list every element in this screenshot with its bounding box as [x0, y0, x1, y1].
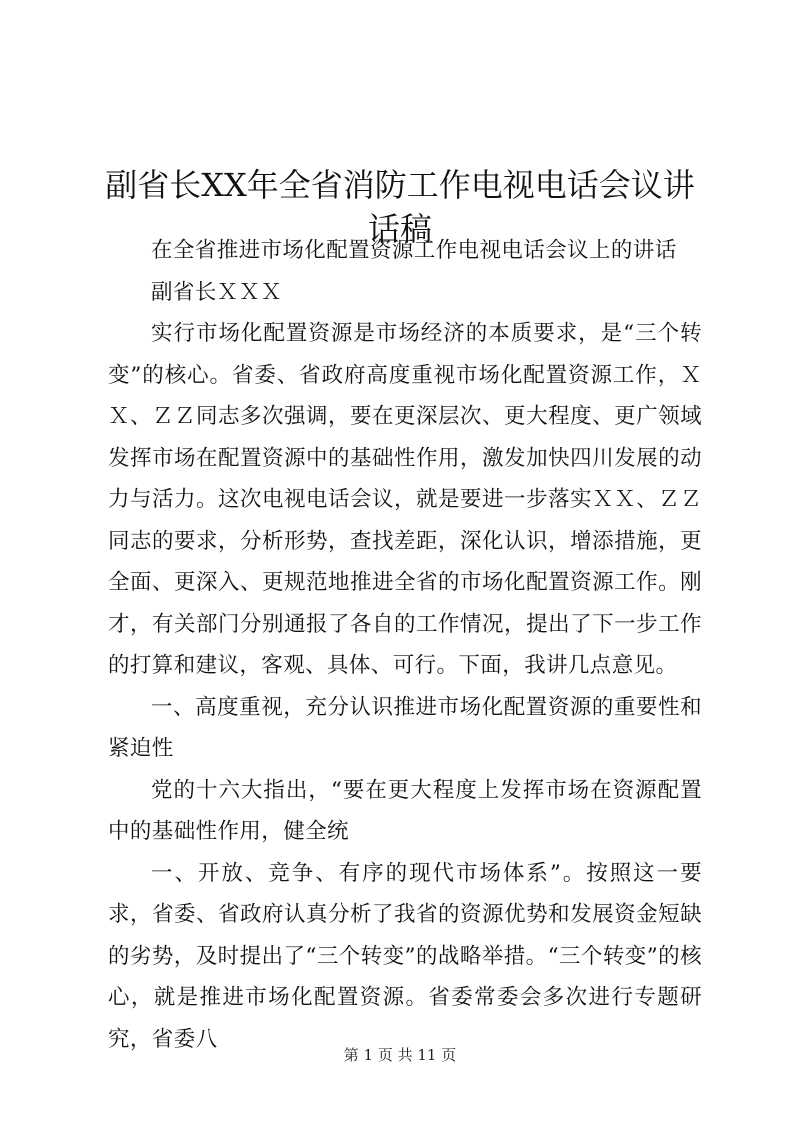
body-paragraph: 党的十六大指出，“要在更大程度上发挥市场在资源配置中的基础性作用，健全统 [108, 777, 702, 844]
document-body [108, 230, 702, 1060]
section-heading-1: 一、高度重视，充分认识推进市场化配置资源的重要性和紧迫性 [108, 694, 702, 761]
page-footer: 第 1 页 共 11 页 [343, 1046, 457, 1064]
speaker-paragraph: 副省长ＸＸＸ [151, 279, 283, 305]
subtitle-paragraph: 在全省推进市场化配置资源工作电视电话会议上的讲话 [151, 238, 677, 263]
intro-paragraph: 实行市场化配置资源是市场经济的本质要求，是“三个转变”的核心。省委、省政府高度重视市场化配置资源工作，ＸＸ、ＺＺ同志多次强调，要在更深层次、更大程度、更广领域发挥市场在配置资源中的基础性作用，激发加快四川发展的动力与活力。这次电视电话会议，就是要进一步落实ＸＸ、ＺＺ同志的要求，分析形势，查找差距，深化认识，增添措施，更全面、更深入、更规范地推进全省的市场化配置资源工作。刚才，有关部门分别通报了各自的工作情况，提出了下一步工作的打算和建议，客观、具体、可行。下面，我讲几点意见。 [108, 321, 702, 678]
document-title: 副省长XX年全省消防工作电视电话会议讲话稿 [105, 166, 695, 249]
body-paragraph: 一、开放、竞争、有序的现代市场体系”。按照这一要求，省委、省政府认真分析了我省的资源优势和发展资金短缺的劣势，及时提出了“三个转变”的战略举措。“三个转变”的核心，就是推进市场化配置资源。省委常委会多次进行专题研究，省委八 [108, 860, 702, 1052]
